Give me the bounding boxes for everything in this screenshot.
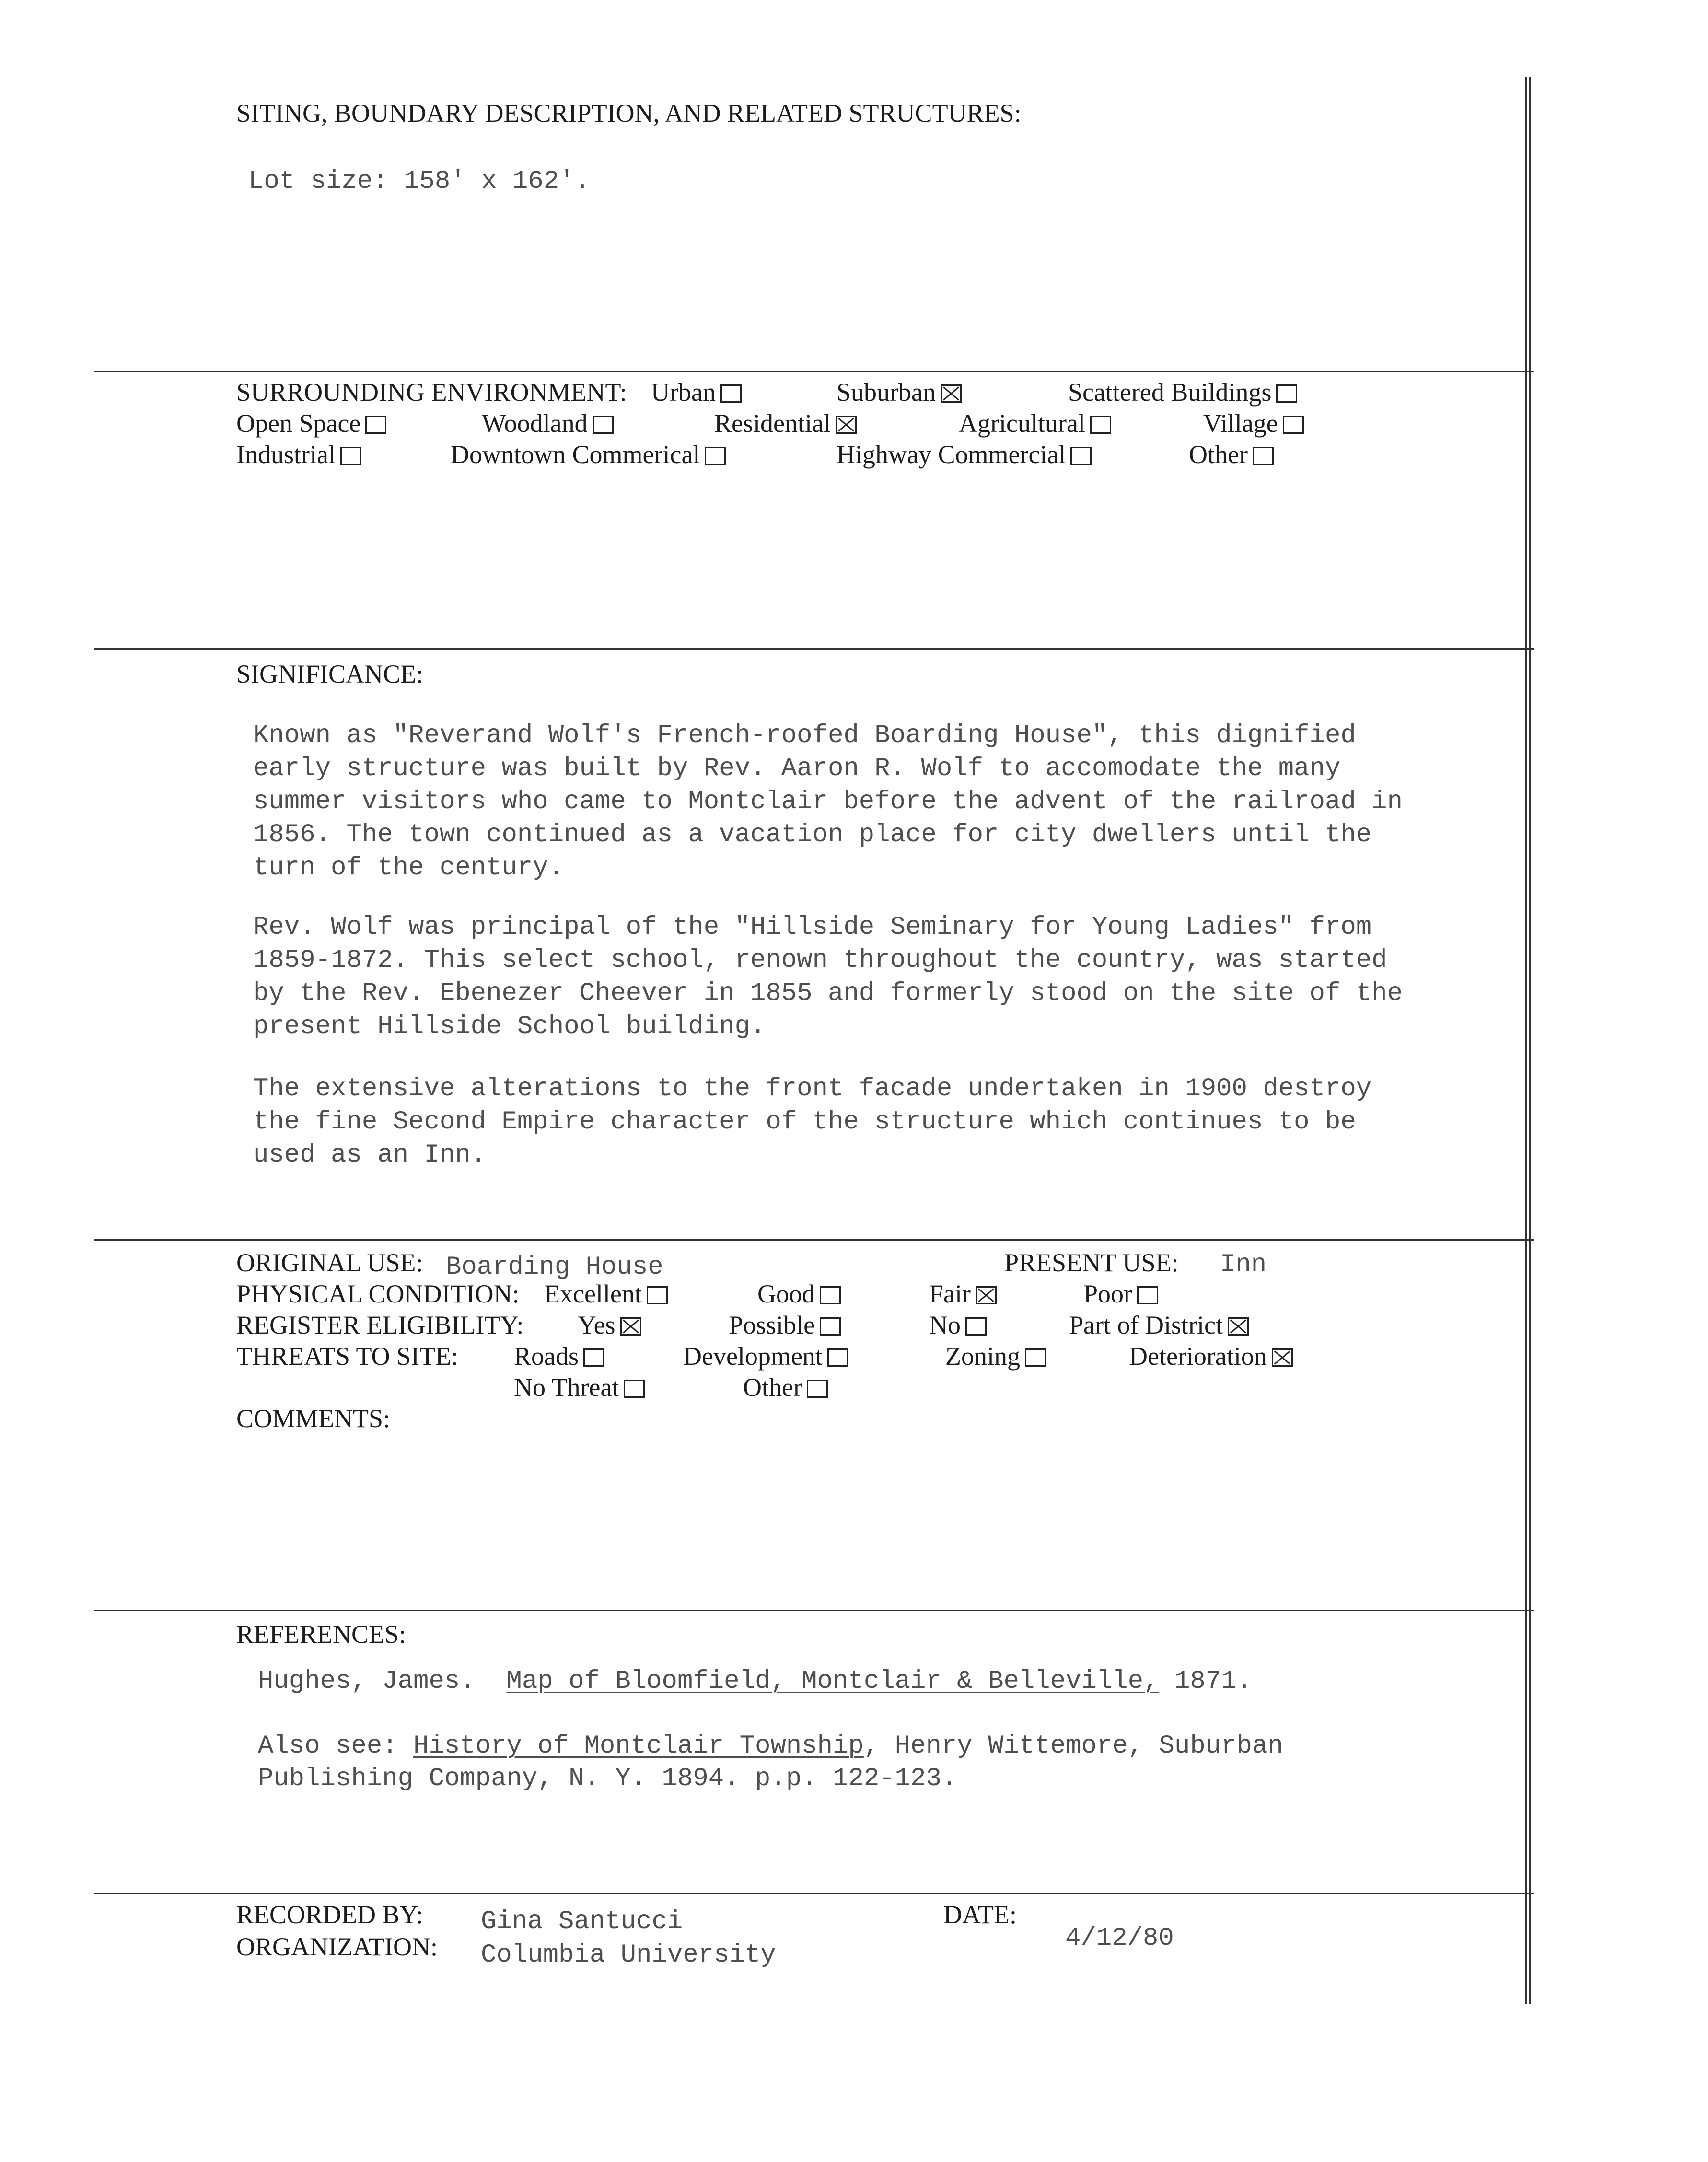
env-downtown-checkbox[interactable] — [705, 447, 726, 465]
condition-excellent — [544, 1279, 668, 1309]
eligibility-possible-label: Possible — [729, 1311, 815, 1339]
env-open-space-label: Open Space — [236, 409, 361, 438]
env-open-space — [236, 408, 386, 438]
significance-line: Rev. Wolf was principal of the "Hillside Seminary for Young Ladies" from — [253, 913, 1372, 942]
eligibility-yes — [578, 1310, 641, 1340]
env-agricultural-checkbox[interactable] — [1090, 416, 1111, 434]
significance-line: used as an Inn. — [253, 1140, 487, 1170]
lot-size-text: Lot size: 158' x 162'. — [248, 167, 590, 196]
env-downtown — [451, 440, 726, 469]
eligibility-no-label: No — [929, 1311, 961, 1339]
threat-roads — [514, 1341, 604, 1371]
env-industrial — [236, 440, 361, 469]
threat-no-threat — [514, 1372, 645, 1402]
threat-zoning-checkbox[interactable] — [1025, 1348, 1046, 1367]
threat-no-threat-label: No Threat — [514, 1373, 619, 1402]
eligibility-district — [1069, 1310, 1249, 1340]
env-open-space-checkbox[interactable] — [365, 416, 386, 434]
env-industrial-checkbox[interactable] — [340, 447, 361, 465]
date-label: DATE: — [943, 1900, 1017, 1929]
env-other — [1189, 440, 1274, 469]
divider-rule — [94, 1893, 1534, 1894]
env-suburban-checkbox[interactable] — [941, 384, 962, 403]
threat-no-threat-checkbox[interactable] — [624, 1380, 645, 1398]
recorded-by-value: Gina Santucci — [481, 1907, 683, 1936]
env-downtown-label: Downtown Commerical — [451, 440, 700, 469]
condition-fair — [929, 1279, 997, 1309]
threat-deterioration-label: Deterioration — [1129, 1342, 1267, 1371]
significance-line: the fine Second Empire character of the structure which continues to be — [253, 1107, 1356, 1137]
env-scattered-checkbox[interactable] — [1276, 384, 1297, 403]
threat-development-checkbox[interactable] — [827, 1348, 848, 1367]
threat-deterioration-checkbox[interactable] — [1272, 1348, 1293, 1367]
env-highway — [837, 440, 1092, 469]
ref2-line2-prefix: Publishing — [258, 1764, 414, 1793]
env-residential-label: Residential — [714, 409, 831, 438]
right-margin-rule-inner — [1529, 77, 1531, 2004]
condition-fair-checkbox[interactable] — [976, 1286, 997, 1304]
env-woodland-label: Woodland — [482, 409, 588, 438]
siting-heading: SITING, BOUNDARY DESCRIPTION, AND RELATED STRUCTURES: — [236, 99, 1022, 128]
environment-heading: SURROUNDING ENVIRONMENT: — [236, 378, 627, 407]
date-value: 4/12/80 — [1065, 1924, 1174, 1953]
condition-fair-label: Fair — [929, 1279, 971, 1308]
reference-2-line-1 — [258, 1732, 1283, 1761]
organization-label: ORGANIZATION: — [236, 1932, 438, 1961]
condition-poor-checkbox[interactable] — [1137, 1286, 1158, 1304]
env-agricultural-label: Agricultural — [959, 409, 1085, 438]
eligibility-yes-label: Yes — [578, 1311, 616, 1339]
ref1-year: 1871. — [1174, 1667, 1252, 1696]
significance-line: by the Rev. Ebenezer Cheever in 1855 and formerly stood on the site of the — [253, 979, 1403, 1008]
env-woodland-checkbox[interactable] — [593, 416, 614, 434]
env-urban-label: Urban — [651, 378, 716, 407]
env-village-checkbox[interactable] — [1283, 416, 1304, 434]
env-residential-checkbox[interactable] — [836, 416, 857, 434]
env-village-label: Village — [1203, 409, 1278, 438]
recorded-by-label: RECORDED BY: — [236, 1900, 423, 1929]
reference-2-line-2 — [258, 1764, 957, 1793]
significance-line: early structure was built by Rev. Aaron R. Wolf to accomodate the many — [253, 754, 1341, 783]
env-suburban-label: Suburban — [837, 378, 936, 407]
eligibility-possible — [729, 1310, 841, 1340]
ref1-author: Hughes, James. — [258, 1667, 476, 1696]
divider-rule — [94, 648, 1534, 650]
condition-excellent-checkbox[interactable] — [647, 1286, 668, 1304]
eligibility-no-checkbox[interactable] — [965, 1317, 987, 1336]
ref2-line2-rest: 1894. p.p. 122-123. — [646, 1764, 957, 1793]
env-other-label: Other — [1189, 440, 1248, 469]
env-urban — [651, 377, 742, 407]
present-use-value: Inn — [1220, 1250, 1267, 1279]
significance-line: present Hillside School building. — [253, 1012, 766, 1041]
eligibility-no — [929, 1310, 987, 1340]
threat-development — [683, 1341, 848, 1371]
significance-line: The extensive alterations to the front facade undertaken in 1900 destroy — [253, 1074, 1372, 1104]
env-other-checkbox[interactable] — [1253, 447, 1274, 465]
threat-development-label: Development — [683, 1342, 823, 1371]
eligibility-yes-checkbox[interactable] — [620, 1317, 641, 1336]
original-use-value: Boarding House — [446, 1253, 663, 1282]
original-use-label: ORIGINAL USE: — [236, 1248, 423, 1277]
condition-good-label: Good — [757, 1279, 815, 1308]
significance-line: turn of the century. — [253, 853, 564, 883]
divider-rule — [94, 1239, 1534, 1241]
condition-poor — [1083, 1279, 1158, 1309]
threats-label: THREATS TO SITE: — [236, 1342, 459, 1371]
threat-other-label: Other — [743, 1373, 802, 1402]
env-highway-checkbox[interactable] — [1070, 447, 1092, 465]
references-heading: REFERENCES: — [236, 1620, 407, 1649]
env-village — [1203, 408, 1304, 438]
divider-rule — [94, 371, 1534, 372]
condition-excellent-label: Excellent — [544, 1279, 642, 1308]
env-highway-label: Highway Commercial — [837, 440, 1066, 469]
reference-1 — [258, 1667, 1252, 1696]
right-margin-rule — [1525, 77, 1527, 2004]
condition-good-checkbox[interactable] — [820, 1286, 841, 1304]
condition-label: PHYSICAL CONDITION: — [236, 1279, 520, 1308]
significance-line: 1856. The town continued as a vacation place for city dwellers until the — [253, 820, 1372, 849]
present-use-label: PRESENT USE: — [1004, 1248, 1179, 1277]
significance-paragraph-1 — [253, 719, 1403, 884]
env-agricultural — [959, 408, 1111, 438]
env-residential — [714, 408, 857, 438]
threat-zoning — [945, 1341, 1046, 1371]
env-woodland — [482, 408, 614, 438]
divider-rule — [94, 1610, 1534, 1611]
eligibility-possible-checkbox[interactable] — [820, 1317, 841, 1336]
significance-line: Known as "Reverand Wolf's French-roofed Boarding House", this dignified — [253, 721, 1356, 750]
threat-deterioration — [1129, 1341, 1293, 1371]
significance-line: 1859-1872. This select school, renown throughout the country, was started — [253, 946, 1387, 975]
ref2-line2-company: Company, N. Y. — [429, 1764, 647, 1793]
ref2-rest: , Henry Wittemore, Suburban — [863, 1732, 1283, 1761]
comments-label: COMMENTS: — [236, 1404, 391, 1433]
ref2-title: History of Montclair Township — [413, 1732, 864, 1761]
significance-line: summer visitors who came to Montclair before the advent of the railroad in — [253, 787, 1403, 816]
env-scattered — [1068, 377, 1297, 407]
significance-paragraph-2 — [253, 911, 1403, 1043]
ref2-prefix: Also see: — [258, 1732, 398, 1761]
threat-other — [743, 1372, 828, 1402]
threat-roads-label: Roads — [514, 1342, 579, 1371]
threat-other-checkbox[interactable] — [807, 1380, 828, 1398]
env-urban-checkbox[interactable] — [720, 384, 742, 403]
eligibility-label: REGISTER ELIGIBILITY: — [236, 1311, 524, 1339]
eligibility-district-label: Part of District — [1069, 1311, 1223, 1339]
env-suburban — [837, 377, 962, 407]
condition-good — [757, 1279, 841, 1309]
condition-poor-label: Poor — [1083, 1279, 1133, 1308]
env-scattered-label: Scattered Buildings — [1068, 378, 1272, 407]
eligibility-district-checkbox[interactable] — [1228, 1317, 1249, 1336]
significance-heading: SIGNIFICANCE: — [236, 660, 424, 688]
threat-roads-checkbox[interactable] — [583, 1348, 604, 1367]
env-industrial-label: Industrial — [236, 440, 336, 469]
significance-paragraph-3 — [253, 1072, 1371, 1172]
threat-zoning-label: Zoning — [945, 1342, 1020, 1371]
ref1-title: Map of Bloomfield, Montclair & Belleville, — [506, 1667, 1159, 1696]
organization-value: Columbia University — [481, 1941, 776, 1970]
